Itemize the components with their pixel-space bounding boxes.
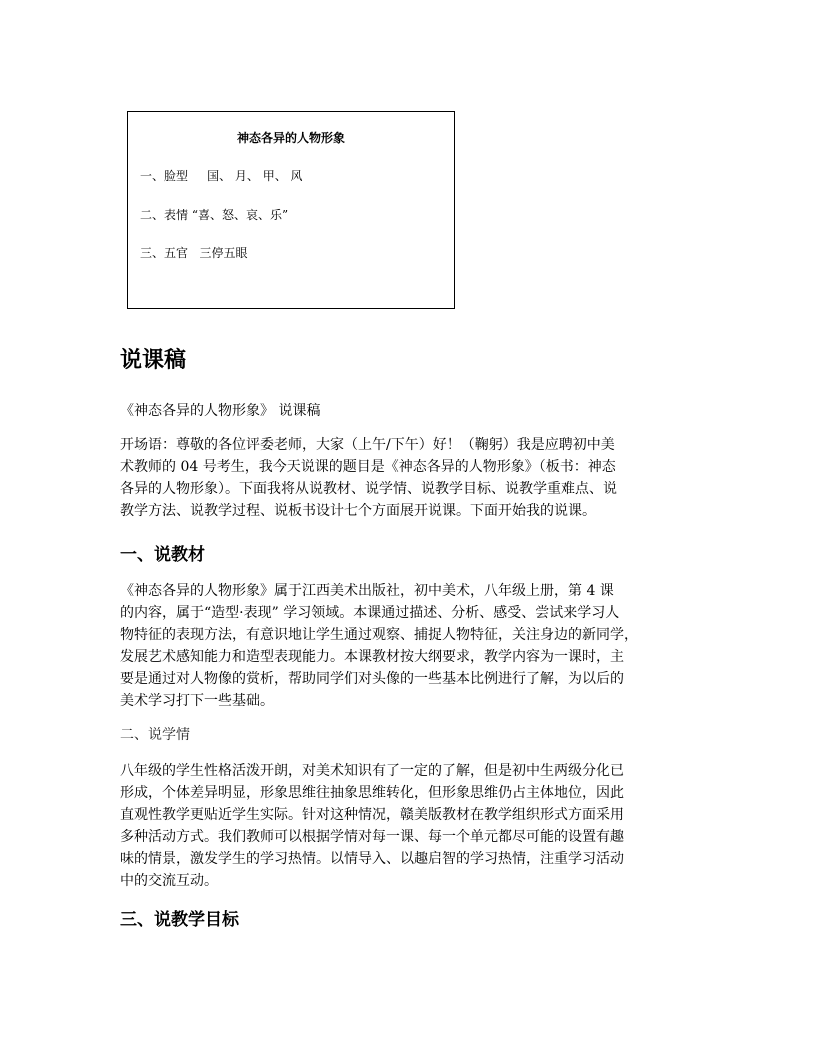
- intro-line: 各异的人物形象）。下面我将从说教材、说学情、说教学目标、说教学重难点、说: [120, 481, 617, 497]
- paragraph-line: 直观性教学更贴近学生实际。针对这种情况，赣美版教材在教学组织形式方面采用: [120, 807, 624, 823]
- paragraph-line: 形成，个体差异明显，形象思维往抽象思维转化，但形象思维仍占主体地位，因此: [120, 785, 624, 801]
- section-heading-students: 二、说学情: [120, 727, 190, 743]
- paragraph-line: 多种活动方式。我们教师可以根据学情对每一课、每一个单元都尽可能的设置有趣: [120, 829, 624, 845]
- paragraph-line: 要是通过对人物像的赏析，帮助同学们对头像的一些基本比例进行了解，为以后的: [120, 671, 624, 687]
- board-line-face-shape: 一、脸型 国、 月、 甲、 风: [140, 169, 303, 183]
- paragraph-line: 物特征的表现方法，有意识地让学生通过观察、捕捉人物特征，关注身边的新同学，: [120, 627, 638, 643]
- board-title: 神态各异的人物形象: [236, 131, 345, 145]
- textbook-paragraph: [120, 580, 705, 712]
- section-heading-objectives: 三、说教学目标: [120, 910, 239, 930]
- intro-line: 术教师的 04 号考生，我今天说课的题目是《神态各异的人物形象》（板书：神态: [120, 459, 616, 475]
- students-paragraph: [120, 760, 705, 892]
- paragraph-line: 的内容，属于“造型·表现” 学习领域。本课通过描述、分析、感受、尝试来学习人: [120, 605, 620, 621]
- section-heading-textbook: 一、说教材: [120, 545, 205, 565]
- paragraph-line: 美术学习打下一些基础。: [120, 693, 274, 709]
- intro-paragraph: [120, 434, 705, 522]
- board-line-expression: 二、表情 “喜、怒、哀、乐”: [140, 208, 289, 222]
- board-line-features: 三、五官 三停五眼: [140, 246, 248, 260]
- paragraph-line: 八年级的学生性格活泼开朗，对美术知识有了一定的了解，但是初中生两级分化已: [120, 763, 624, 779]
- paragraph-line: 中的交流互动。: [120, 873, 218, 889]
- paragraph-line: 味的情景，激发学生的学习热情。以情导入、以趣启智的学习热情，注重学习活动: [120, 851, 624, 867]
- paragraph-line: 《神态各异的人物形象》属于江西美术出版社，初中美术，八年级上册，第 4 课: [120, 583, 614, 599]
- document-title: 说课稿: [120, 348, 187, 373]
- intro-line: 开场语：尊敬的各位评委老师，大家（上午/下午）好！（鞠躬）我是应聘初中美: [120, 437, 615, 453]
- intro-line: 教学方法、说教学过程、说板书设计七个方面展开说课。下面开始我的说课。: [120, 503, 596, 519]
- blackboard-design-box: [127, 111, 455, 309]
- paragraph-line: 发展艺术感知能力和造型表现能力。本课教材按大纲要求，教学内容为一课时，主: [120, 649, 624, 665]
- subtitle-text: 《神态各异的人物形象》 说课稿: [120, 403, 321, 419]
- subtitle: [120, 400, 705, 422]
